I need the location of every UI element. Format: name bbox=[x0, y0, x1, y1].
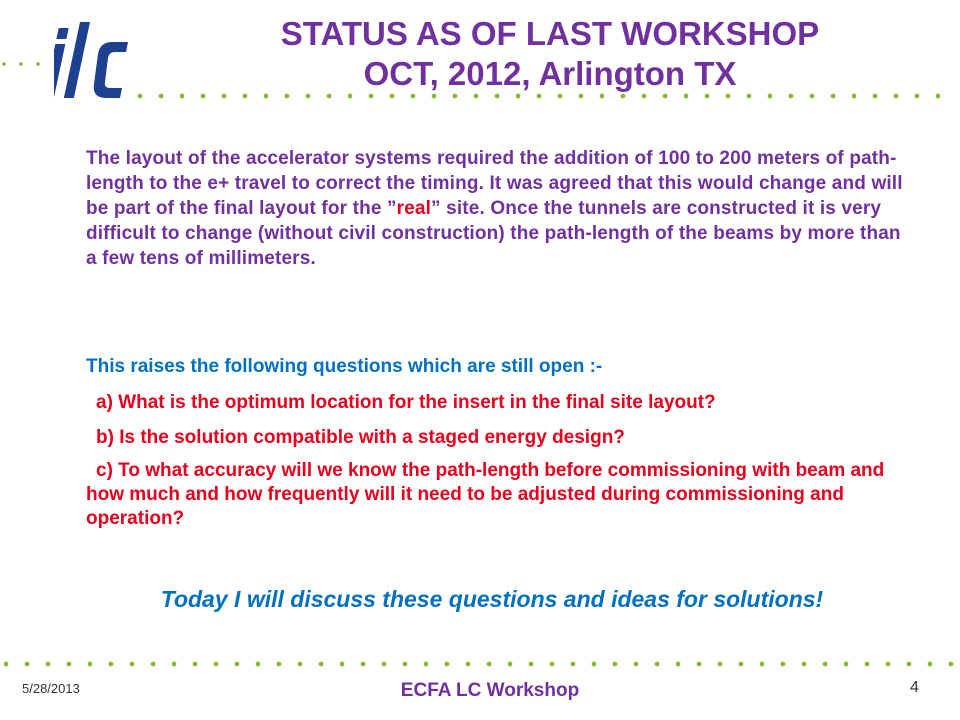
title-line-1: STATUS AS OF LAST WORKSHOP bbox=[280, 15, 820, 52]
paragraph-text-after: ” site. Once the tunnels are constructed it is very difficult to change (without civil construction) the path-length of the beams by more than a few tens of millimeters. bbox=[86, 198, 901, 269]
question-a: a) What is the optimum location for the insert in the final site layout? bbox=[96, 392, 716, 413]
questions-intro: This raises the following questions which are still open :- bbox=[86, 356, 603, 377]
title-line-2: OCT, 2012, Arlington TX bbox=[363, 55, 737, 92]
footer-date: 5/28/2013 bbox=[22, 681, 80, 696]
question-c: c) To what accuracy will we know the path-length before commissioning with beam and how much and how frequently will it need to be adjusted during commissioning and operation? bbox=[86, 460, 885, 529]
paragraph-text-before: The layout of the accelerator systems required the addition of 100 to 200 meters of path-length to the e+ travel to correct the timing. It was agreed that this would change and will be part of the final layout for the ” bbox=[86, 148, 903, 219]
paragraph-highlight-real: real bbox=[396, 198, 432, 219]
bottom-dotted-divider bbox=[0, 659, 958, 669]
questions-list bbox=[86, 391, 916, 542]
closing-statement: Today I will discuss these questions and ideas for solutions! bbox=[160, 586, 824, 612]
page-number: 4 bbox=[910, 679, 919, 696]
slide-title bbox=[150, 14, 950, 94]
footer-event-name: ECFA LC Workshop bbox=[400, 680, 580, 701]
intro-paragraph bbox=[86, 146, 906, 271]
question-b: b) Is the solution compatible with a staged energy design? bbox=[96, 427, 625, 448]
